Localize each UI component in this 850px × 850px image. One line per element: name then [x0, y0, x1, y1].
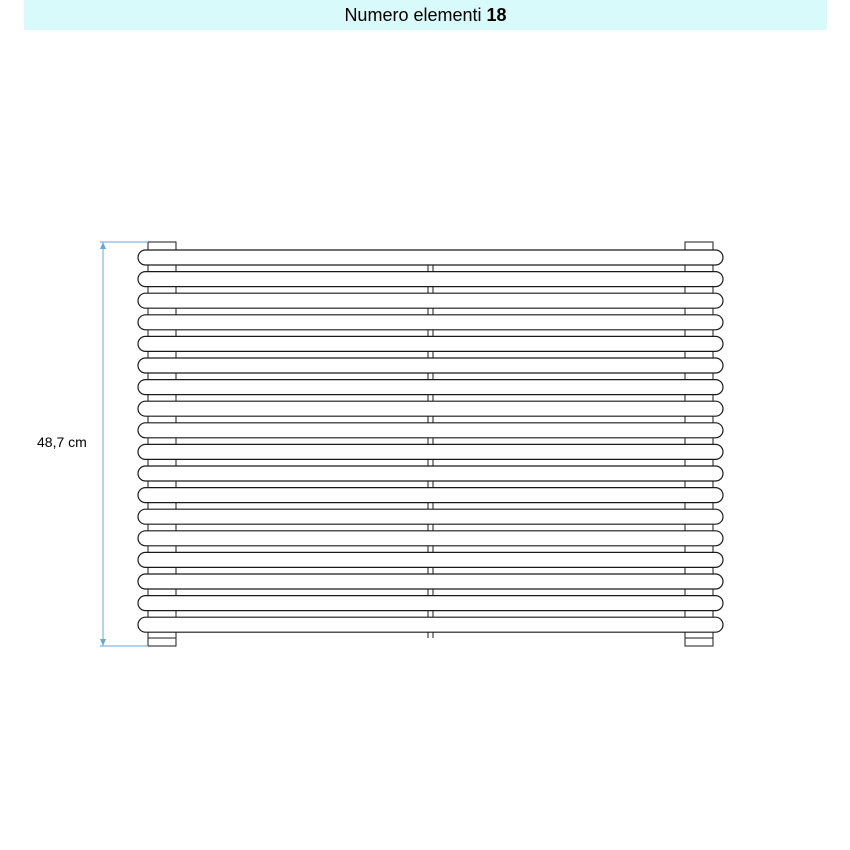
dimension-arrow-bottom: [100, 639, 106, 646]
radiator-tube: [138, 423, 723, 438]
radiator-tube: [138, 293, 723, 308]
radiator-tube: [138, 358, 723, 373]
radiator-tube: [138, 466, 723, 481]
radiator-tube: [138, 401, 723, 416]
radiator-tube: [138, 574, 723, 589]
radiator-tube: [138, 272, 723, 287]
radiator-tube: [138, 250, 723, 265]
radiator-tube: [138, 315, 723, 330]
radiator-tube: [138, 444, 723, 459]
bracket-top-right: [685, 242, 713, 250]
radiator-tube: [138, 380, 723, 395]
height-dimension-label: 48,7 cm: [37, 434, 87, 450]
bracket-bottom-right: [685, 638, 713, 646]
element-count-label: Numero elementi: [344, 5, 482, 25]
radiator-tube: [138, 531, 723, 546]
dimension-arrow-top: [100, 242, 106, 249]
radiator-tube: [138, 509, 723, 524]
radiator-tube: [138, 552, 723, 567]
element-count-value: 18: [486, 5, 507, 25]
bracket-bottom-left: [148, 638, 176, 646]
radiator-tube: [138, 336, 723, 351]
radiator-tube: [138, 488, 723, 503]
bracket-top-left: [148, 242, 176, 250]
radiator-tube: [138, 596, 723, 611]
radiator-tube: [138, 617, 723, 632]
